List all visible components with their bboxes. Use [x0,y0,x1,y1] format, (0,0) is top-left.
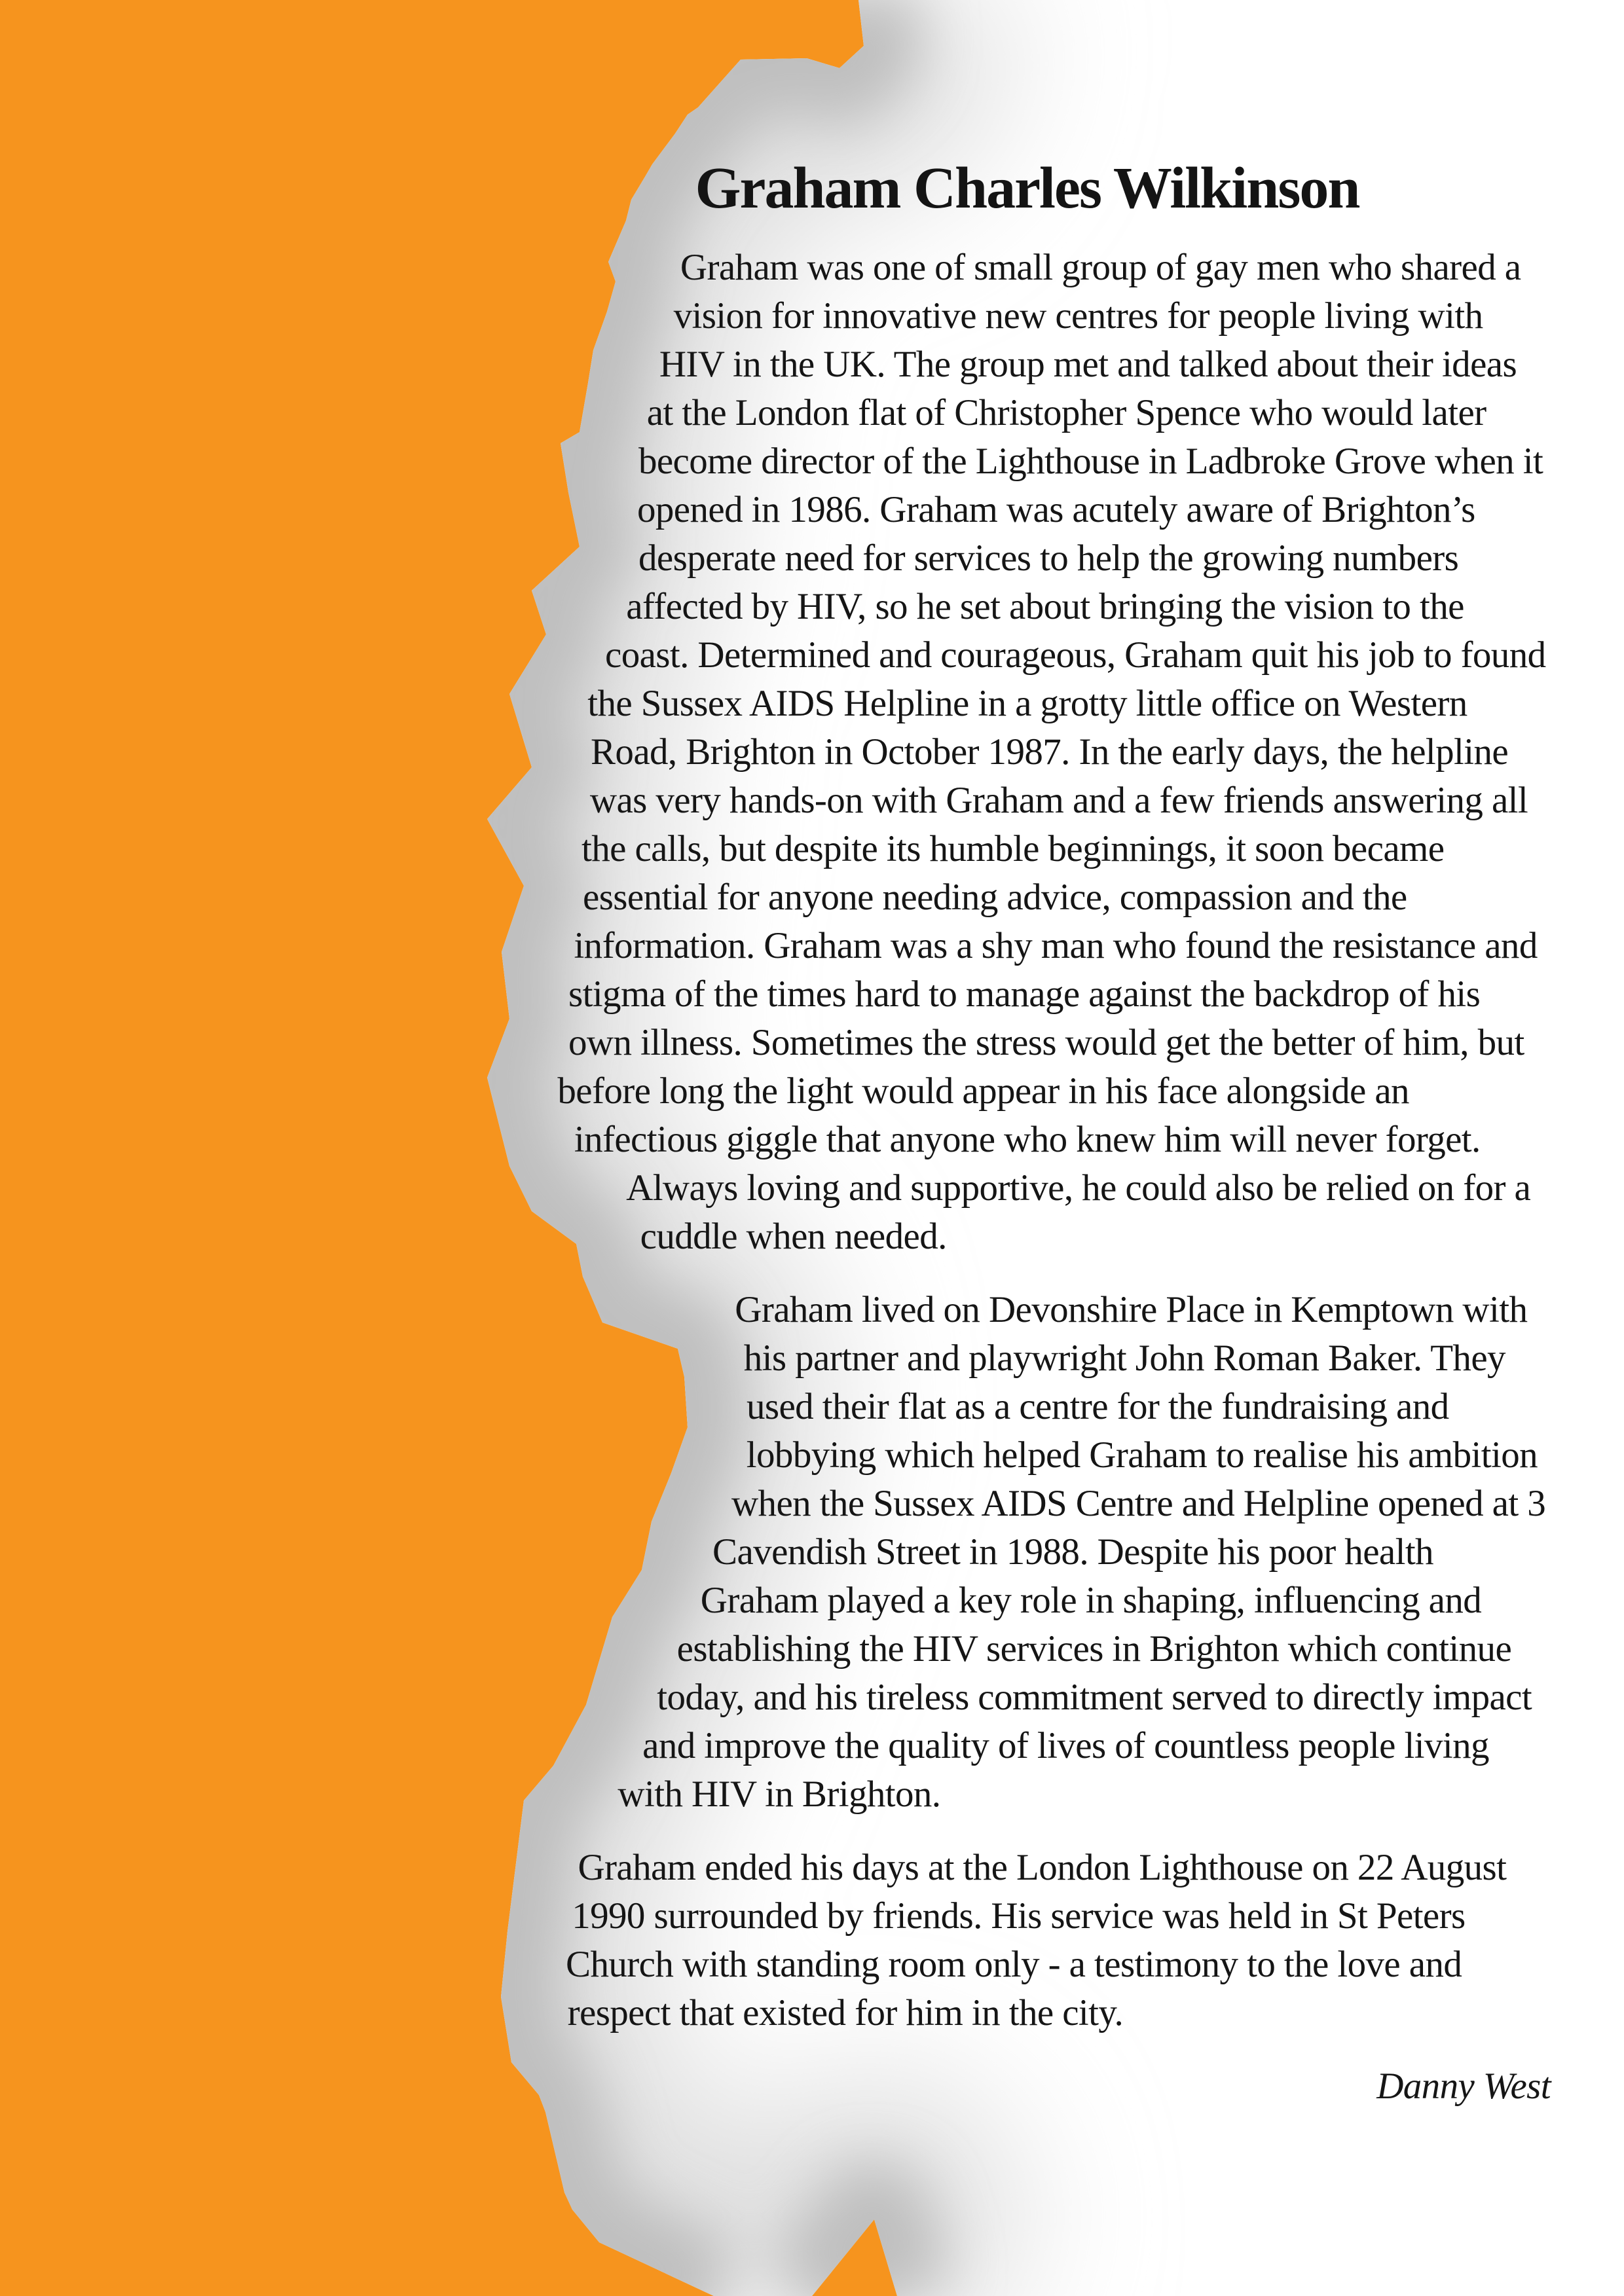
signature: Danny West [1376,2066,1551,2107]
paragraph-1: Graham was one of small group of gay men who shared a vision for innovative new centres for people living with HIV in the UK. The group met and talked about their ideas at the London flat of Christopher Spence who would later become director of the Lighthouse in Ladbroke Grove when it opened in 1986. Graham was acutely aware of Brighton’s desperate need for services to help the growing numbers affected by HIV, so he set about bringing the vision to the coast. Determined and courageous, Graham quit his job to found the Sussex AIDS Helpline in a grotty little office on Western Road, Brighton in October 1987. In the early days, the helpline was very hands-on with Graham and a few friends answering all the calls, but despite its humble beginnings, it soon became essential for anyone needing advice, compassion and the information. Graham was a shy man who found the resistance and stigma of the times hard to manage against the backdrop of his own illness. Sometimes the stress would get the better of him, but before long the light would appear in his face alongside an infectious giggle that anyone who knew him will never forget. Always loving and supportive, he could also be relied on for a cuddle when needed. [557,247,1546,1257]
paragraph-3: Graham ended his days at the London Lighthouse on 22 August 1990 surrounded by friends. His service was held in St Peters Church with standing room only - a testimony to the love and respect that existed for him in the city. [566,1847,1507,2033]
paragraph-2: Graham lived on Devonshire Place in Kemptown with his partner and playwright John Roman Baker. They used their flat as a centre for the fundraising and lobbying which helped Graham to realise his ambition when the Sussex AIDS Centre and Helpline opened at 3 Cavendish Street in 1988. Despite his poor health Graham played a key role in shaping, influencing and establishing the HIV services in Brighton which continue today, and his tireless commitment served to directly impact and improve the quality of lives of countless people living with HIV in Brighton. [618,1289,1546,1815]
page-title: Graham Charles Wilkinson [695,156,1359,221]
